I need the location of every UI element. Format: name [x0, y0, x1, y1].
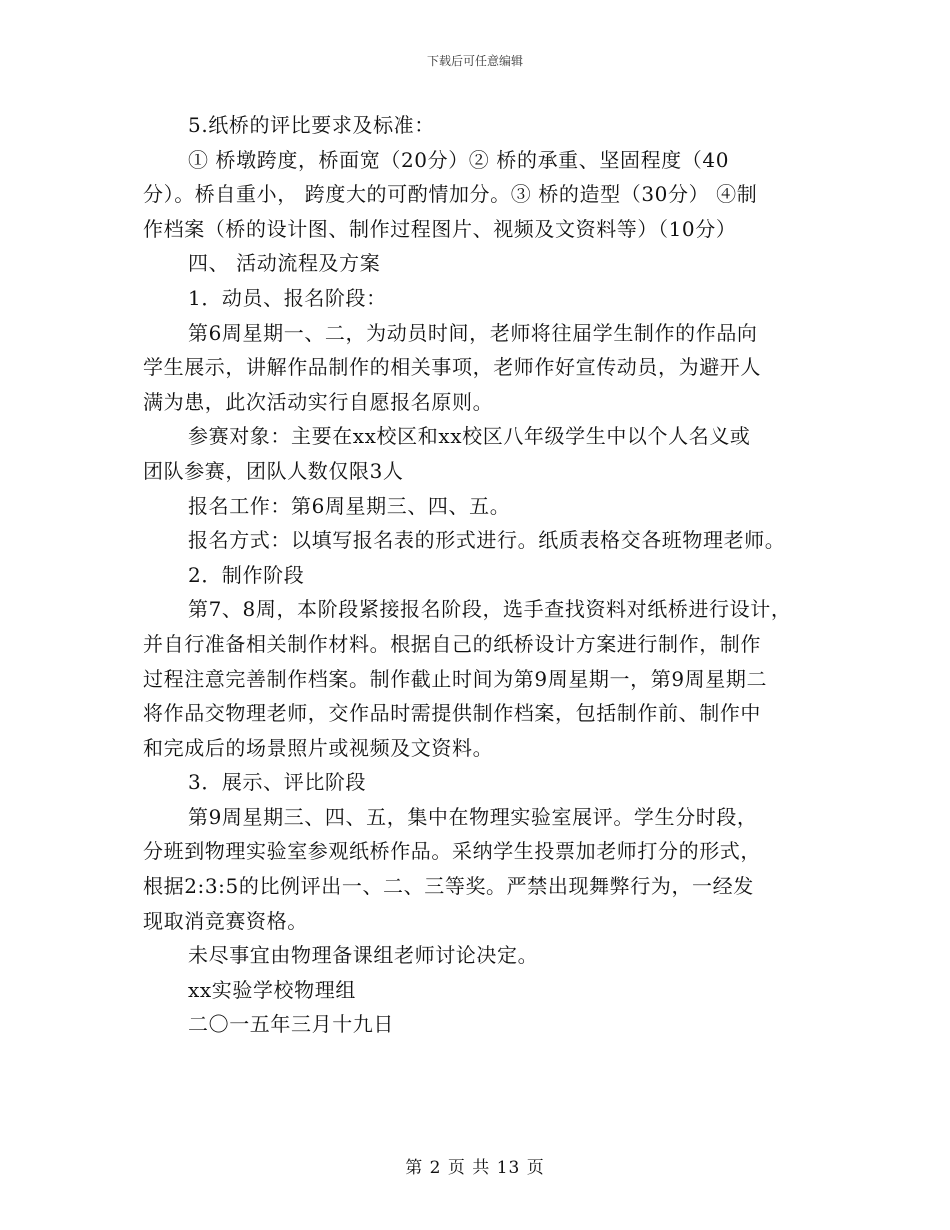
paragraph-line: 满为患，此次活动实行自愿报名原则。 [143, 389, 494, 414]
paragraph-line: 过程注意完善制作档案。制作截止时间为第9周星期一，第9周星期二 [143, 666, 768, 691]
paragraph-line: 未尽事宜由物理备课组老师讨论决定。 [188, 943, 539, 968]
paragraph-line: 第6周星期一、二，为动员时间，老师将往届学生制作的作品向 [188, 320, 758, 345]
paragraph-line: 3．展示、评比阶段 [188, 770, 367, 795]
paragraph-line: 二〇一五年三月十九日 [188, 1012, 394, 1037]
paragraph-line: 分）。桥自重小， 跨度大的可酌情加分。③ 桥的造型（30分） ④制 [143, 182, 758, 207]
paragraph-line: 学生展示，讲解作品制作的相关事项，老师作好宣传动员，为避开人 [143, 355, 761, 380]
paragraph-line: 四、 活动流程及方案 [188, 251, 381, 276]
paragraph-line: 参赛对象：主要在xx校区和xx校区八年级学生中以个人名义或 [188, 424, 751, 449]
paragraph-line: 报名方式：以填写报名表的形式进行。纸质表格交各班物理老师。 [188, 528, 786, 553]
paragraph-line: 团队参赛，团队人数仅限3人 [143, 458, 404, 483]
page-header: 下载后可任意编辑 [426, 54, 523, 68]
page-footer: 第 2 页 共 13 页 [405, 1158, 545, 1178]
paragraph-line: ① 桥墩跨度，桥面宽（20分）② 桥的承重、坚固程度（40 [188, 147, 730, 172]
paragraph-line: 作档案（桥的设计图、制作过程图片、视频及文资料等）（10分） [143, 216, 737, 241]
paragraph-line: 5.纸桥的评比要求及标准： [188, 113, 435, 137]
paragraph-line: 根据2:3:5的比例评出一、二、三等奖。严禁出现舞弊行为，一经发 [143, 874, 754, 899]
paragraph-line: 和完成后的场景照片或视频及文资料。 [143, 735, 494, 760]
paragraph-line: 将作品交物理老师，交作品时需提供制作档案，包括制作前、制作中 [143, 701, 761, 726]
paragraph-line: 报名工作：第6周星期三、四、五。 [188, 493, 511, 518]
paragraph-line: 分班到物理实验室参观纸桥作品。采纳学生投票加老师打分的形式， [143, 839, 761, 864]
paragraph-line: 第7、8周，本阶段紧接报名阶段，选手查找资料对纸桥进行设计， [188, 597, 792, 622]
paragraph-line: 现取消竞赛资格。 [143, 908, 308, 933]
paragraph-line: 1．动员、报名阶段： [188, 285, 387, 310]
paragraph-line: 并自行准备相关制作材料。根据自己的纸桥设计方案进行制作，制作 [143, 631, 761, 656]
document-body [143, 108, 823, 1042]
paragraph-line: 第9周星期三、四、五，集中在物理实验室展评。学生分时段， [188, 804, 758, 829]
paragraph-line: xx实验学校物理组 [188, 977, 356, 1002]
paragraph-line: 2．制作阶段 [188, 562, 305, 587]
